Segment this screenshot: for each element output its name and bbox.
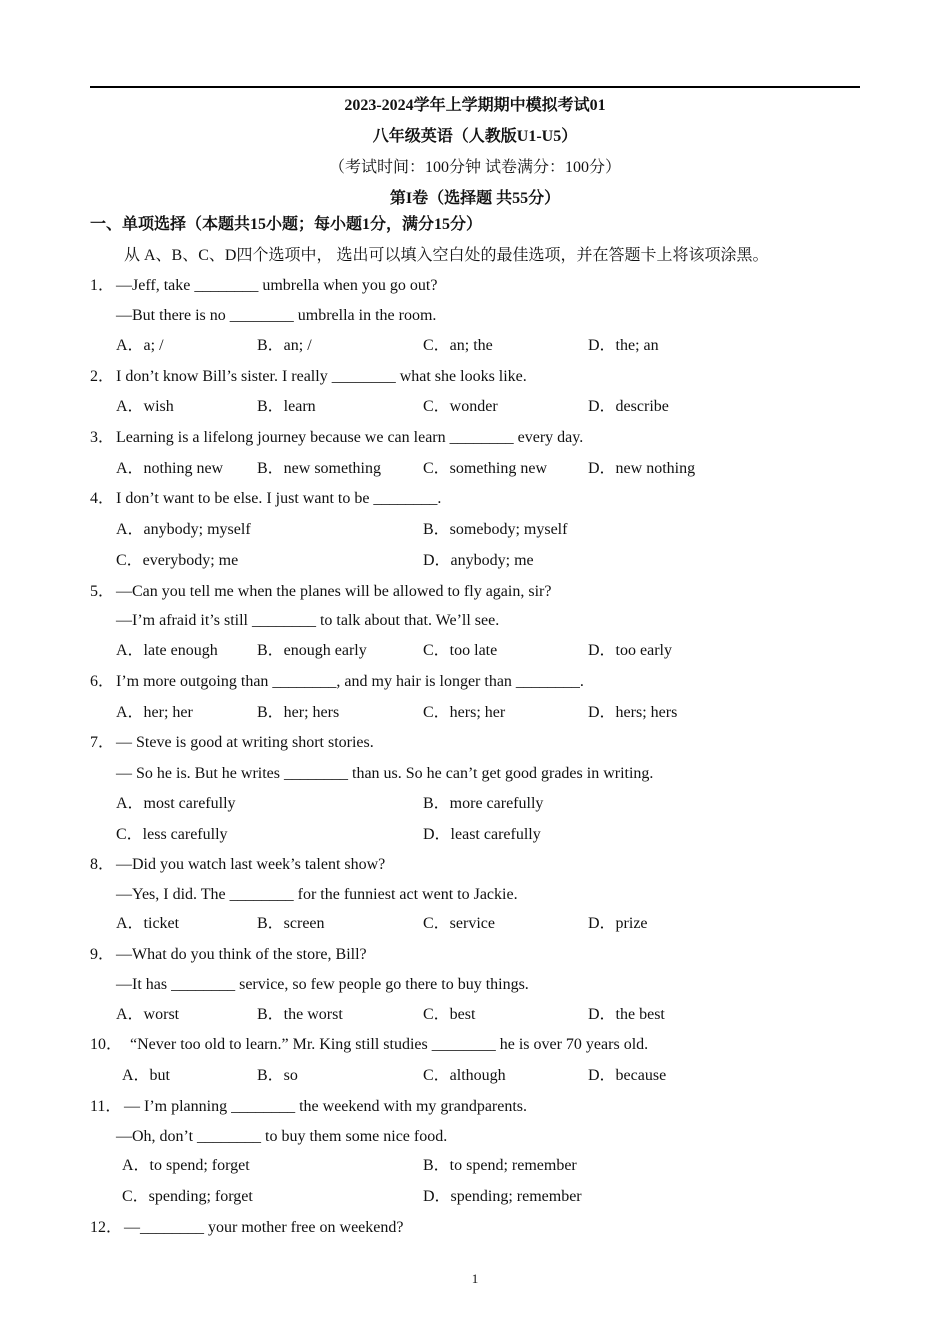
option-b[interactable]: B．more carefully	[423, 795, 544, 812]
option-c[interactable]: C．hers; her	[423, 704, 506, 721]
option-d[interactable]: D．describe	[588, 398, 669, 415]
option-c[interactable]: C．wonder	[423, 398, 498, 415]
volume-title: 第I卷（选择题 共55分）	[389, 190, 561, 207]
option-b[interactable]: B．new something	[257, 460, 381, 477]
question-number: 3．	[90, 429, 115, 446]
question-number: 5．	[90, 583, 115, 600]
question-line: — Steve is good at writing short stories.	[116, 734, 374, 751]
option-b[interactable]: B．her; hers	[257, 704, 340, 721]
option-c[interactable]: C．although	[423, 1067, 506, 1084]
option-a[interactable]: A．wish	[116, 398, 174, 415]
option-a[interactable]: A．ticket	[116, 915, 180, 932]
option-c[interactable]: C．best	[423, 1006, 476, 1023]
question-line: Learning is a lifelong journey because we can learn ________ every day.	[116, 429, 584, 446]
option-a[interactable]: A．anybody; myself	[116, 521, 251, 538]
option-a[interactable]: A．to spend; forget	[122, 1157, 250, 1174]
exam-info: （考试时间：100分钟 试卷满分：100分）	[328, 159, 621, 176]
question-number: 6．	[90, 673, 115, 690]
option-c[interactable]: C．less carefully	[116, 826, 228, 843]
question-line: —It has ________ service, so few people go there to buy things.	[116, 976, 529, 993]
option-b[interactable]: B．enough early	[257, 642, 367, 659]
option-c[interactable]: C．an; the	[423, 337, 493, 354]
option-b[interactable]: B．the worst	[257, 1006, 343, 1023]
top-rule	[90, 86, 860, 88]
option-c[interactable]: C．something new	[423, 460, 547, 477]
question-line: —Yes, I did. The ________ for the funniest act went to Jackie.	[116, 886, 518, 903]
option-d[interactable]: D．spending; remember	[423, 1188, 582, 1205]
option-d[interactable]: D．anybody; me	[423, 552, 534, 569]
question-number: 1．	[90, 277, 115, 294]
option-d[interactable]: D．hers; hers	[588, 704, 678, 721]
question-number: 12．	[90, 1219, 123, 1236]
option-c[interactable]: C．spending; forget	[122, 1188, 253, 1205]
question-line: I don’t want to be else. I just want to be ________.	[116, 490, 442, 507]
option-a[interactable]: A．worst	[116, 1006, 180, 1023]
option-a[interactable]: A．late enough	[116, 642, 218, 659]
option-c[interactable]: C．too late	[423, 642, 498, 659]
question-line: —________ your mother free on weekend?	[124, 1219, 404, 1236]
question-line: “Never too old to learn.” Mr. King still studies ________ he is over 70 years old.	[130, 1036, 649, 1053]
question-line: —Jeff, take ________ umbrella when you go out?	[116, 277, 438, 294]
question-line: —Did you watch last week’s talent show?	[116, 856, 386, 873]
option-b[interactable]: B．somebody; myself	[423, 521, 568, 538]
option-b[interactable]: B．so	[257, 1067, 298, 1084]
option-b[interactable]: B．learn	[257, 398, 316, 415]
exam-subtitle: 八年级英语（人教版U1-U5）	[372, 128, 578, 145]
question-line: —Can you tell me when the planes will be allowed to fly again, sir?	[116, 583, 552, 600]
section-instruction: 从 A、B、C、D四个选项中， 选出可以填入空白处的最佳选项，并在答题卡上将该项涂黑。	[124, 247, 769, 264]
question-line: —But there is no ________ umbrella in the room.	[116, 307, 437, 324]
option-d[interactable]: D．the; an	[588, 337, 659, 354]
option-b[interactable]: B．an; /	[257, 337, 312, 354]
option-d[interactable]: D．too early	[588, 642, 672, 659]
question-line: I’m more outgoing than ________, and my hair is longer than ________.	[116, 673, 584, 690]
option-d[interactable]: D．least carefully	[423, 826, 541, 843]
question-line: —What do you think of the store, Bill?	[116, 946, 367, 963]
option-d[interactable]: D．the best	[588, 1006, 665, 1023]
question-line: — I’m planning ________ the weekend with my grandparents.	[124, 1098, 528, 1115]
option-d[interactable]: D．prize	[588, 915, 648, 932]
page-number: 1	[471, 1271, 479, 1286]
option-a[interactable]: A．but	[122, 1067, 171, 1084]
question-line: —Oh, don’t ________ to buy them some nice food.	[116, 1128, 448, 1145]
option-d[interactable]: D．new nothing	[588, 460, 696, 477]
option-a[interactable]: A．nothing new	[116, 460, 224, 477]
question-number: 10．	[90, 1036, 123, 1053]
option-c[interactable]: C．everybody; me	[116, 552, 239, 569]
question-number: 8．	[90, 856, 115, 873]
question-number: 9．	[90, 946, 115, 963]
exam-title: 2023-2024学年上学期期中模拟考试01	[344, 97, 606, 114]
question-line: — So he is. But he writes ________ than us. So he can’t get good grades in writing.	[116, 765, 654, 782]
option-d[interactable]: D．because	[588, 1067, 667, 1084]
option-b[interactable]: B．screen	[257, 915, 325, 932]
question-line: I don’t know Bill’s sister. I really ________ what she looks like.	[116, 368, 527, 385]
question-number: 4．	[90, 490, 115, 507]
section-heading: 一、单项选择（本题共15小题；每小题1分，满分15分）	[90, 216, 483, 233]
question-number: 11．	[90, 1098, 122, 1115]
option-b[interactable]: B．to spend; remember	[423, 1157, 577, 1174]
option-c[interactable]: C．service	[423, 915, 495, 932]
option-a[interactable]: A．a; /	[116, 337, 164, 354]
option-a[interactable]: A．her; her	[116, 704, 193, 721]
question-number: 2．	[90, 368, 115, 385]
question-number: 7．	[90, 734, 115, 751]
option-a[interactable]: A．most carefully	[116, 795, 236, 812]
question-line: —I’m afraid it’s still ________ to talk about that. We’ll see.	[116, 612, 500, 629]
